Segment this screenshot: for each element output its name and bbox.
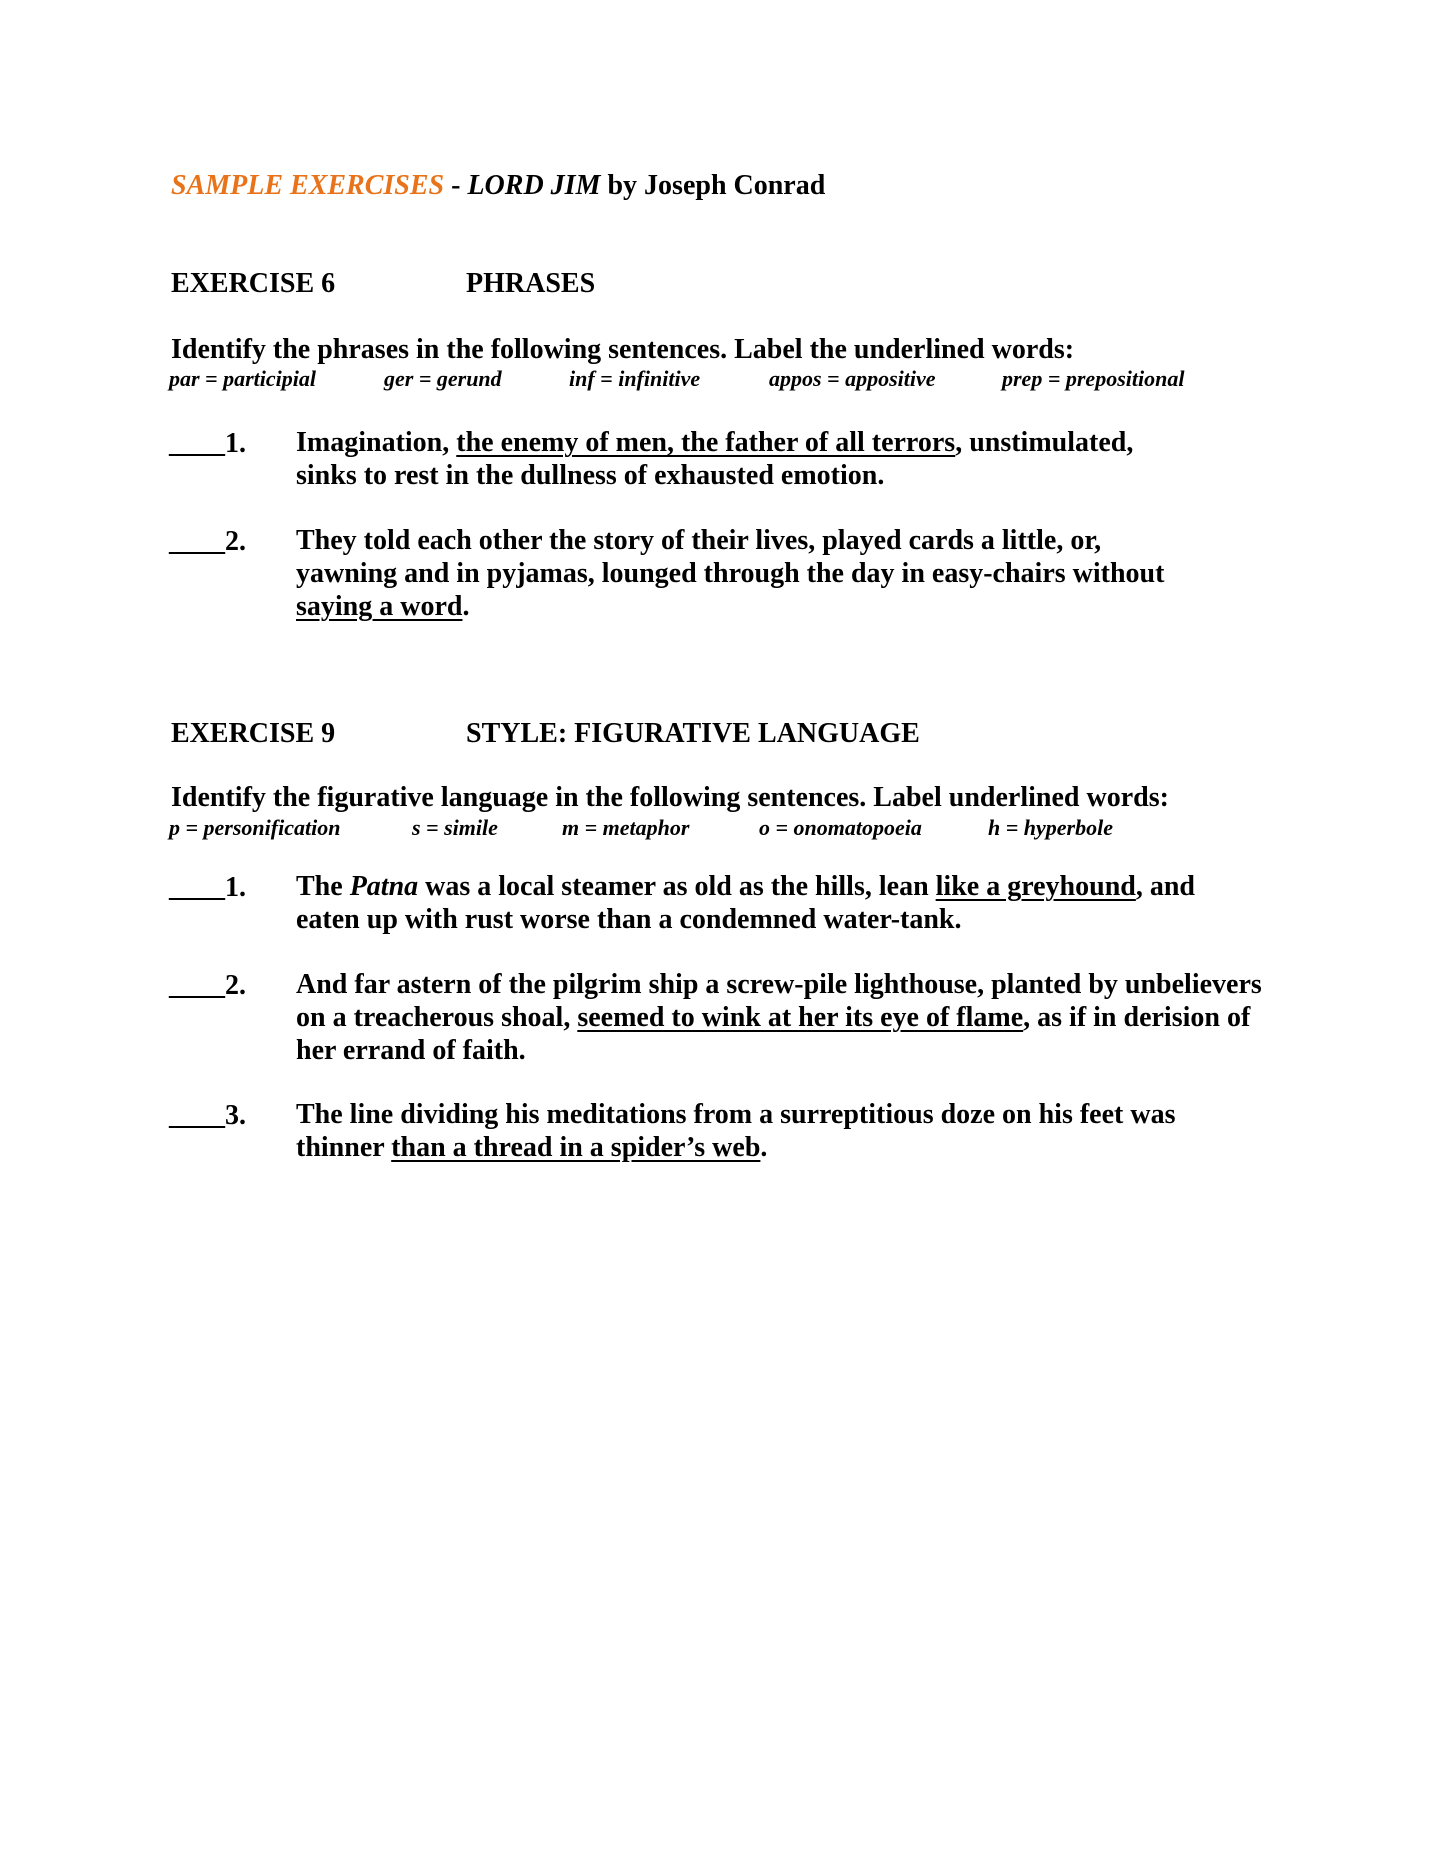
answer-blank[interactable]: ____2. bbox=[169, 970, 246, 1001]
exercise-6-sentence-2: They told each other the story of their lives, played cards a little, or, yawning and in pyjamas, lounged through the day in easy-chairs without saying a word. bbox=[296, 525, 1165, 622]
exercise-6-number: EXERCISE 6 bbox=[171, 268, 336, 299]
underlined-phrase: seemed to wink at her its eye of flame bbox=[577, 1002, 1024, 1033]
book-title: LORD JIM bbox=[467, 170, 601, 201]
legend-item: p = personification bbox=[169, 815, 341, 840]
exercise-9-legend bbox=[0, 815, 1445, 845]
legend-item: h = hyperbole bbox=[988, 815, 1113, 840]
exercise-9-instruction: Identify the figurative language in the following sentences. Label underlined words: bbox=[171, 782, 1169, 813]
legend-item: par = participial bbox=[169, 366, 316, 391]
exercise-6-topic: PHRASES bbox=[466, 268, 596, 299]
underlined-phrase: the enemy of men, the father of all terrors bbox=[456, 427, 956, 458]
title-separator: - bbox=[444, 170, 468, 201]
exercise-6-sentence-1: Imagination, the enemy of men, the father of all terrors, unstimulated, sinks to rest in the dullness of exhausted emotion. bbox=[296, 427, 1134, 491]
exercise-9-sentence-1: The Patna was a local steamer as old as the hills, lean like a greyhound, and eaten up with rust worse than a condemned water-tank. bbox=[296, 871, 1195, 935]
exercise-6-instruction: Identify the phrases in the following sentences. Label the underlined words: bbox=[171, 334, 1075, 365]
underlined-phrase: than a thread in a spider’s web bbox=[391, 1132, 761, 1163]
exercise-9-topic: STYLE: FIGURATIVE LANGUAGE bbox=[466, 718, 920, 749]
legend-item: o = onomatopoeia bbox=[759, 815, 922, 840]
exercise-9-number: EXERCISE 9 bbox=[171, 718, 336, 749]
legend-item: m = metaphor bbox=[562, 815, 690, 840]
exercise-9-sentence-3: The line dividing his meditations from a surreptitious doze on his feet was thinner than a thread in a spider’s web. bbox=[296, 1099, 1176, 1163]
legend-item: prep = prepositional bbox=[1002, 366, 1185, 391]
exercise-6-legend bbox=[0, 366, 1445, 396]
underlined-phrase: like a greyhound bbox=[935, 871, 1136, 902]
exercise-9-sentence-2: And far astern of the pilgrim ship a screw-pile lighthouse, planted by unbelievers on a treacherous shoal, seemed to wink at her its eye of flame, as if in derision of her errand of faith. bbox=[296, 969, 1262, 1066]
sample-label: SAMPLE EXERCISES bbox=[171, 170, 445, 201]
answer-blank[interactable]: ____1. bbox=[169, 428, 246, 459]
answer-blank[interactable]: ____3. bbox=[169, 1100, 246, 1131]
legend-item: appos = appositive bbox=[769, 366, 936, 391]
underlined-phrase: saying a word bbox=[296, 591, 463, 622]
legend-item: s = simile bbox=[412, 815, 498, 840]
answer-blank[interactable]: ____1. bbox=[169, 872, 246, 903]
legend-item: inf = infinitive bbox=[569, 366, 701, 391]
legend-item: ger = gerund bbox=[384, 366, 502, 391]
page-title bbox=[171, 170, 825, 202]
ship-name: Patna bbox=[349, 871, 419, 902]
author: by Joseph Conrad bbox=[600, 170, 826, 201]
answer-blank[interactable]: ____2. bbox=[169, 526, 246, 557]
